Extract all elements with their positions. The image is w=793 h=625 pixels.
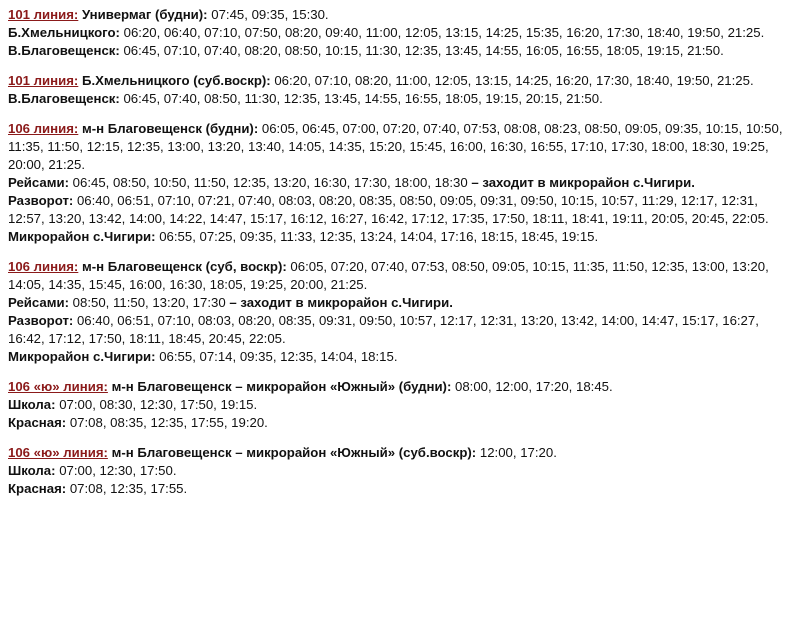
stop-label: В.Благовещенск: <box>8 43 120 58</box>
stop-label: Школа: <box>8 463 56 478</box>
schedule-block <box>8 6 785 60</box>
stop-label: В.Благовещенск: <box>8 91 120 106</box>
trip-note-label: Рейсами: <box>8 295 69 310</box>
schedule-line <box>8 90 785 108</box>
times-value: 06:20, 07:10, 08:20, 11:00, 12:05, 13:15, 14:25, 16:20, 17:30, 18:40, 19:50, 21:25. <box>274 73 754 88</box>
stop-label: Универмаг (будни): <box>81 7 208 22</box>
stop-label: Б.Хмельницкого (суб.воскр): <box>81 73 271 88</box>
schedule-line <box>8 6 785 24</box>
schedule-line <box>8 312 785 348</box>
turnaround-label: Разворот: <box>8 193 74 208</box>
stop-label: Школа: <box>8 397 56 412</box>
schedule-line <box>8 192 785 228</box>
schedule-line <box>8 120 785 174</box>
stop-label: Красная: <box>8 481 67 496</box>
trip-note-text: – заходит в микрорайон с.Чигири. <box>471 175 695 190</box>
schedule-block <box>8 72 785 108</box>
stop-label: Микрорайон с.Чигири: <box>8 229 156 244</box>
schedule-line <box>8 42 785 60</box>
times-value: 07:00, 08:30, 12:30, 17:50, 19:15. <box>59 397 258 412</box>
turnaround-label: Разворот: <box>8 313 74 328</box>
route-heading: 106 линия: <box>8 259 79 274</box>
times-value: 06:05, 07:20, 07:40, 07:53, 08:50, 09:05, 10:15, 11:35, 11:50, 12:35, 13:00, 13:20, 14:05, 14:35, 15:45, 16:00, 16:30, 18:05, 19:25, 20:00, 21:25. <box>8 259 769 292</box>
schedule-line <box>8 348 785 366</box>
times-value: 06:20, 06:40, 07:10, 07:50, 08:20, 09:40, 11:00, 12:05, 13:15, 14:25, 15:35, 16:20, 17:30, 18:40, 19:50, 21:25. <box>123 25 765 40</box>
route-heading: 106 «ю» линия: <box>8 445 108 460</box>
times-value: 06:55, 07:25, 09:35, 11:33, 12:35, 13:24, 14:04, 17:16, 18:15, 18:45, 19:15. <box>159 229 599 244</box>
times-value: 06:40, 06:51, 07:10, 08:03, 08:20, 08:35, 09:31, 09:50, 10:57, 12:17, 12:31, 13:20, 13:42, 14:00, 14:47, 15:17, 16:27, 16:42, 17:12, 17:50, 18:11, 18:45, 20:45, 22:05. <box>8 313 759 346</box>
schedule-line <box>8 444 785 462</box>
stop-label: м-н Благовещенск (будни): <box>81 121 259 136</box>
times-value: 07:08, 12:35, 17:55. <box>69 481 188 496</box>
times-value: 07:00, 12:30, 17:50. <box>59 463 177 478</box>
times-value: 06:05, 06:45, 07:00, 07:20, 07:40, 07:53, 08:08, 08:23, 08:50, 09:05, 09:35, 10:15, 10:50, 11:35, 11:50, 12:15, 12:35, 13:00, 13:20, 13:40, 14:05, 14:35, 15:20, 15:45, 16:00, 16:30, 16:55, 17:10, 17:30, 18:00, 18:30, 19:25, 20:00, 21:25. <box>8 121 783 172</box>
times-value: 08:50, 11:50, 13:20, 17:30 – заходит в микрорайон с.Чигири. <box>72 295 453 310</box>
stop-label: Б.Хмельницкого: <box>8 25 120 40</box>
schedule-line <box>8 414 785 432</box>
times-value: 12:00, 17:20. <box>479 445 557 460</box>
schedule-line <box>8 462 785 480</box>
schedule-line <box>8 378 785 396</box>
schedule-line <box>8 72 785 90</box>
stop-label: м-н Благовещенск – микрорайон «Южный» (суб.воскр): <box>111 445 477 460</box>
schedule-line <box>8 258 785 294</box>
route-heading: 106 «ю» линия: <box>8 379 108 394</box>
schedule-line <box>8 174 785 192</box>
schedule-line <box>8 24 785 42</box>
trip-note-label: Рейсами: <box>8 175 69 190</box>
times-value: 06:55, 07:14, 09:35, 12:35, 14:04, 18:15. <box>159 349 398 364</box>
schedule-line <box>8 480 785 498</box>
schedule-block <box>8 258 785 366</box>
stop-label: м-н Благовещенск (суб, воскр): <box>81 259 287 274</box>
stop-label: Микрорайон с.Чигири: <box>8 349 156 364</box>
times-value: 07:08, 08:35, 12:35, 17:55, 19:20. <box>69 415 268 430</box>
route-heading: 101 линия: <box>8 7 79 22</box>
times-value: 06:45, 07:10, 07:40, 08:20, 08:50, 10:15, 11:30, 12:35, 13:45, 14:55, 16:05, 16:55, 18:05, 19:15, 21:50. <box>123 43 724 58</box>
times-value: 06:40, 06:51, 07:10, 07:21, 07:40, 08:03, 08:20, 08:35, 08:50, 09:05, 09:31, 09:50, 10:15, 10:57, 11:29, 12:17, 12:31, 12:57, 13:20, 13:42, 14:00, 14:22, 14:47, 15:17, 16:12, 16:27, 16:42, 17:12, 17:35, 17:50, 18:11, 18:41, 19:11, 20:05, 20:45, 22:05. <box>8 193 769 226</box>
trip-note-text: – заходит в микрорайон с.Чигири. <box>229 295 453 310</box>
schedule-block <box>8 378 785 432</box>
schedule-block <box>8 444 785 498</box>
stop-label: м-н Благовещенск – микрорайон «Южный» (будни): <box>111 379 452 394</box>
schedule-line <box>8 294 785 312</box>
route-heading: 106 линия: <box>8 121 79 136</box>
schedule-line <box>8 228 785 246</box>
times-value: 08:00, 12:00, 17:20, 18:45. <box>455 379 613 394</box>
times-value: 06:45, 08:50, 10:50, 11:50, 12:35, 13:20, 16:30, 17:30, 18:00, 18:30 – заходит в микрорайон с.Чигири. <box>72 175 695 190</box>
times-value: 07:45, 09:35, 15:30. <box>211 7 329 22</box>
schedule-block <box>8 120 785 246</box>
route-heading: 101 линия: <box>8 73 79 88</box>
times-value: 06:45, 07:40, 08:50, 11:30, 12:35, 13:45, 14:55, 16:55, 18:05, 19:15, 20:15, 21:50. <box>123 91 603 106</box>
schedule-line <box>8 396 785 414</box>
stop-label: Красная: <box>8 415 67 430</box>
